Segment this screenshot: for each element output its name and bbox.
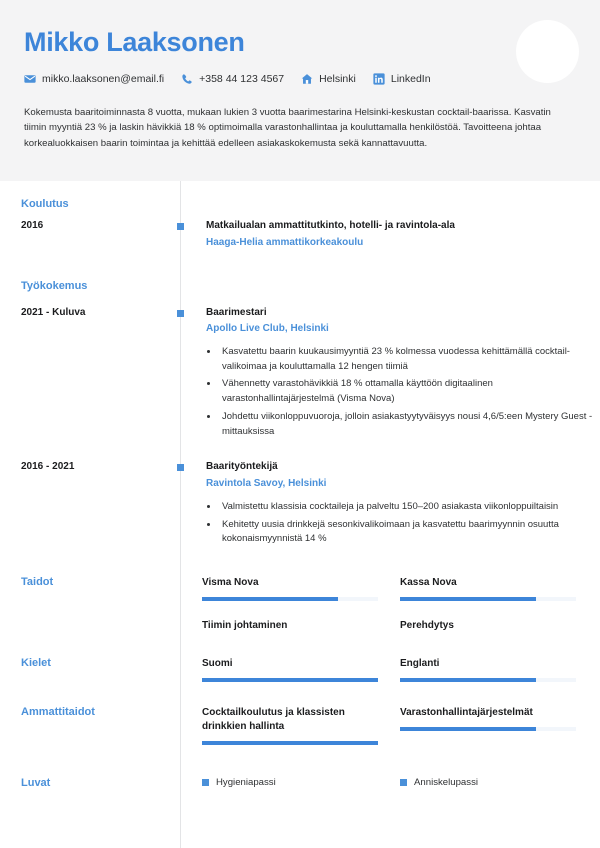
resume-body xyxy=(0,181,600,848)
language-progress-fill xyxy=(202,678,378,682)
section-label-experience: Työkokemus xyxy=(21,279,88,292)
experience-entry-text xyxy=(184,306,600,443)
section-label-languages: Kielet xyxy=(21,656,51,669)
section-label-wrap xyxy=(0,777,180,789)
section-label-wrap xyxy=(0,657,180,669)
education-entry-main xyxy=(180,219,600,250)
contact-row xyxy=(24,73,576,85)
skills-grid xyxy=(180,576,576,633)
section-skills xyxy=(0,576,600,633)
skill-item xyxy=(400,619,576,633)
experience-company[interactable]: Apollo Live Club, Helsinki xyxy=(206,323,329,334)
professional-skill-progress-fill xyxy=(202,741,378,745)
education-entry-text xyxy=(184,219,600,250)
section-licenses xyxy=(0,777,600,789)
license-item xyxy=(400,777,576,788)
contact-location-text: Helsinki xyxy=(319,72,356,85)
skill-label: Kassa Nova xyxy=(400,576,457,588)
list-item: • Vähennetty varastohävikkiä 18 % ottamalla käyttöön digitaalinen varastonhallintajärjestelmä (Visma Nova) xyxy=(219,377,600,406)
professional-skill-item xyxy=(400,706,576,745)
experience-entry xyxy=(0,306,600,443)
licenses-grid xyxy=(180,777,576,788)
language-item xyxy=(202,657,378,682)
skill-progress-track xyxy=(400,597,576,601)
skill-progress-fill xyxy=(202,597,338,601)
skill-item xyxy=(400,576,576,601)
linkedin-icon xyxy=(373,73,385,85)
contact-linkedin[interactable] xyxy=(373,73,431,85)
section-content-professional-skills xyxy=(180,706,576,745)
language-progress-track xyxy=(202,678,378,682)
section-label-wrap xyxy=(0,576,180,588)
section-label-wrap xyxy=(0,198,180,210)
avatar xyxy=(516,20,579,83)
professional-skill-progress-track xyxy=(202,741,378,745)
resume-header xyxy=(0,0,600,181)
education-degree: Matkailualan ammattitutkinto, hotelli- ja ravintola-ala xyxy=(206,220,455,231)
license-item xyxy=(202,777,378,788)
experience-job-title: Baarityöntekijä xyxy=(206,461,278,473)
experience-company[interactable]: Ravintola Savoy, Helsinki xyxy=(206,477,327,489)
languages-grid xyxy=(180,657,576,682)
experience-entry-text xyxy=(184,460,600,550)
education-entry xyxy=(0,219,600,250)
experience-date: 2021 - Kuluva xyxy=(21,306,86,318)
skill-progress-fill xyxy=(400,597,536,601)
contact-location[interactable] xyxy=(301,73,356,85)
experience-entry-main xyxy=(180,460,600,550)
home-icon xyxy=(301,73,313,85)
language-label: Englanti xyxy=(400,657,440,669)
section-label-wrap xyxy=(0,706,180,718)
envelope-icon xyxy=(24,73,36,85)
skill-item xyxy=(202,619,378,633)
license-marker-icon xyxy=(400,779,407,786)
experience-bullets xyxy=(206,345,600,439)
skill-label: Perehdytys xyxy=(400,619,454,631)
professional-skill-item xyxy=(202,706,378,745)
section-label-wrap xyxy=(0,280,180,292)
education-date: 2016 xyxy=(21,220,44,231)
experience-bullets xyxy=(206,500,600,547)
license-label: Anniskelupassi xyxy=(414,776,478,788)
list-item: • Johdettu viikonloppuvuoroja, jolloin asiakastyytyväisyys nousi 4,6/5:een Mystery Guest -mittauksissa xyxy=(219,410,600,439)
language-progress-track xyxy=(400,678,576,682)
contact-email-text: mikko.laaksonen@email.fi xyxy=(42,72,165,85)
section-label-education: Koulutus xyxy=(21,198,69,210)
professional-skill-label: Cocktailkoulutus ja klassisten drinkkien hallinta xyxy=(202,706,345,732)
experience-entry-main xyxy=(180,306,600,443)
professional-skill-progress-fill xyxy=(400,727,536,731)
experience-entry xyxy=(0,460,600,550)
timeline-marker-icon xyxy=(177,310,184,317)
section-experience xyxy=(0,280,600,292)
section-education xyxy=(0,198,600,210)
section-content-skills xyxy=(180,576,576,633)
page-title: Mikko Laaksonen xyxy=(24,27,245,57)
list-item: • Kehitetty uusia drinkkejä sesonkivalikoimaan ja kasvatettu baarimyynnin osuutta kokonaismyynnistä 14 % xyxy=(219,518,600,547)
list-item: • Valmistettu klassisia cocktaileja ja palveltu 150–200 asiakasta viikonloppuiltaisin xyxy=(219,500,600,515)
timeline-marker-icon xyxy=(177,464,184,471)
skill-label: Tiimin johtaminen xyxy=(202,619,288,631)
professional-skills-grid xyxy=(180,706,576,745)
license-label: Hygieniapassi xyxy=(216,776,276,788)
language-item xyxy=(400,657,576,682)
education-school[interactable]: Haaga-Helia ammattikorkeakoulu xyxy=(206,236,364,248)
section-content-languages xyxy=(180,657,576,682)
phone-icon xyxy=(181,73,193,85)
profile-summary: Kokemusta baaritoiminnasta 8 vuotta, mukaan lukien 3 vuotta baarimestarina Helsinki-keskustan cocktail-baarissa. Kasvatin tiimin myyntiä 23 % ja laskin hävikkiä 18 % optimoimalla varastonhallintaa ja kouluttamalla henkilöstöä. Tavoitteena johtaa korkealuokkaisen baarin toimintaa ja kehittää edelleen asiakaskokemusta sekä kannattavuutta. xyxy=(24,106,551,149)
section-content-licenses xyxy=(180,777,576,788)
skill-label: Visma Nova xyxy=(202,576,259,588)
section-label-licenses: Luvat xyxy=(21,776,51,789)
contact-email[interactable] xyxy=(24,73,164,85)
language-progress-fill xyxy=(400,678,536,682)
section-languages xyxy=(0,657,600,682)
license-marker-icon xyxy=(202,779,209,786)
language-label: Suomi xyxy=(202,657,233,669)
contact-phone-text: +358 44 123 4567 xyxy=(199,72,285,85)
list-item: • Kasvatettu baarin kuukausimyyntiä 23 % kolmessa vuodessa kehittämällä cocktail-valikoimaa ja kouluttamalla 12 hengen tiimiä xyxy=(219,345,600,374)
section-label-skills: Taidot xyxy=(21,575,54,588)
skill-item xyxy=(202,576,378,601)
professional-skill-progress-track xyxy=(400,727,576,731)
professional-skill-label: Varastonhallintajärjestelmät xyxy=(400,706,533,718)
section-professional-skills xyxy=(0,706,600,745)
experience-job-title: Baarimestari xyxy=(206,306,267,318)
timeline-marker-icon xyxy=(177,223,184,230)
section-label-professional-skills: Ammattitaidot xyxy=(21,705,95,718)
experience-date: 2016 - 2021 xyxy=(21,461,75,473)
skill-progress-track xyxy=(202,597,378,601)
contact-phone[interactable] xyxy=(181,73,284,85)
contact-linkedin-text: LinkedIn xyxy=(390,72,431,85)
